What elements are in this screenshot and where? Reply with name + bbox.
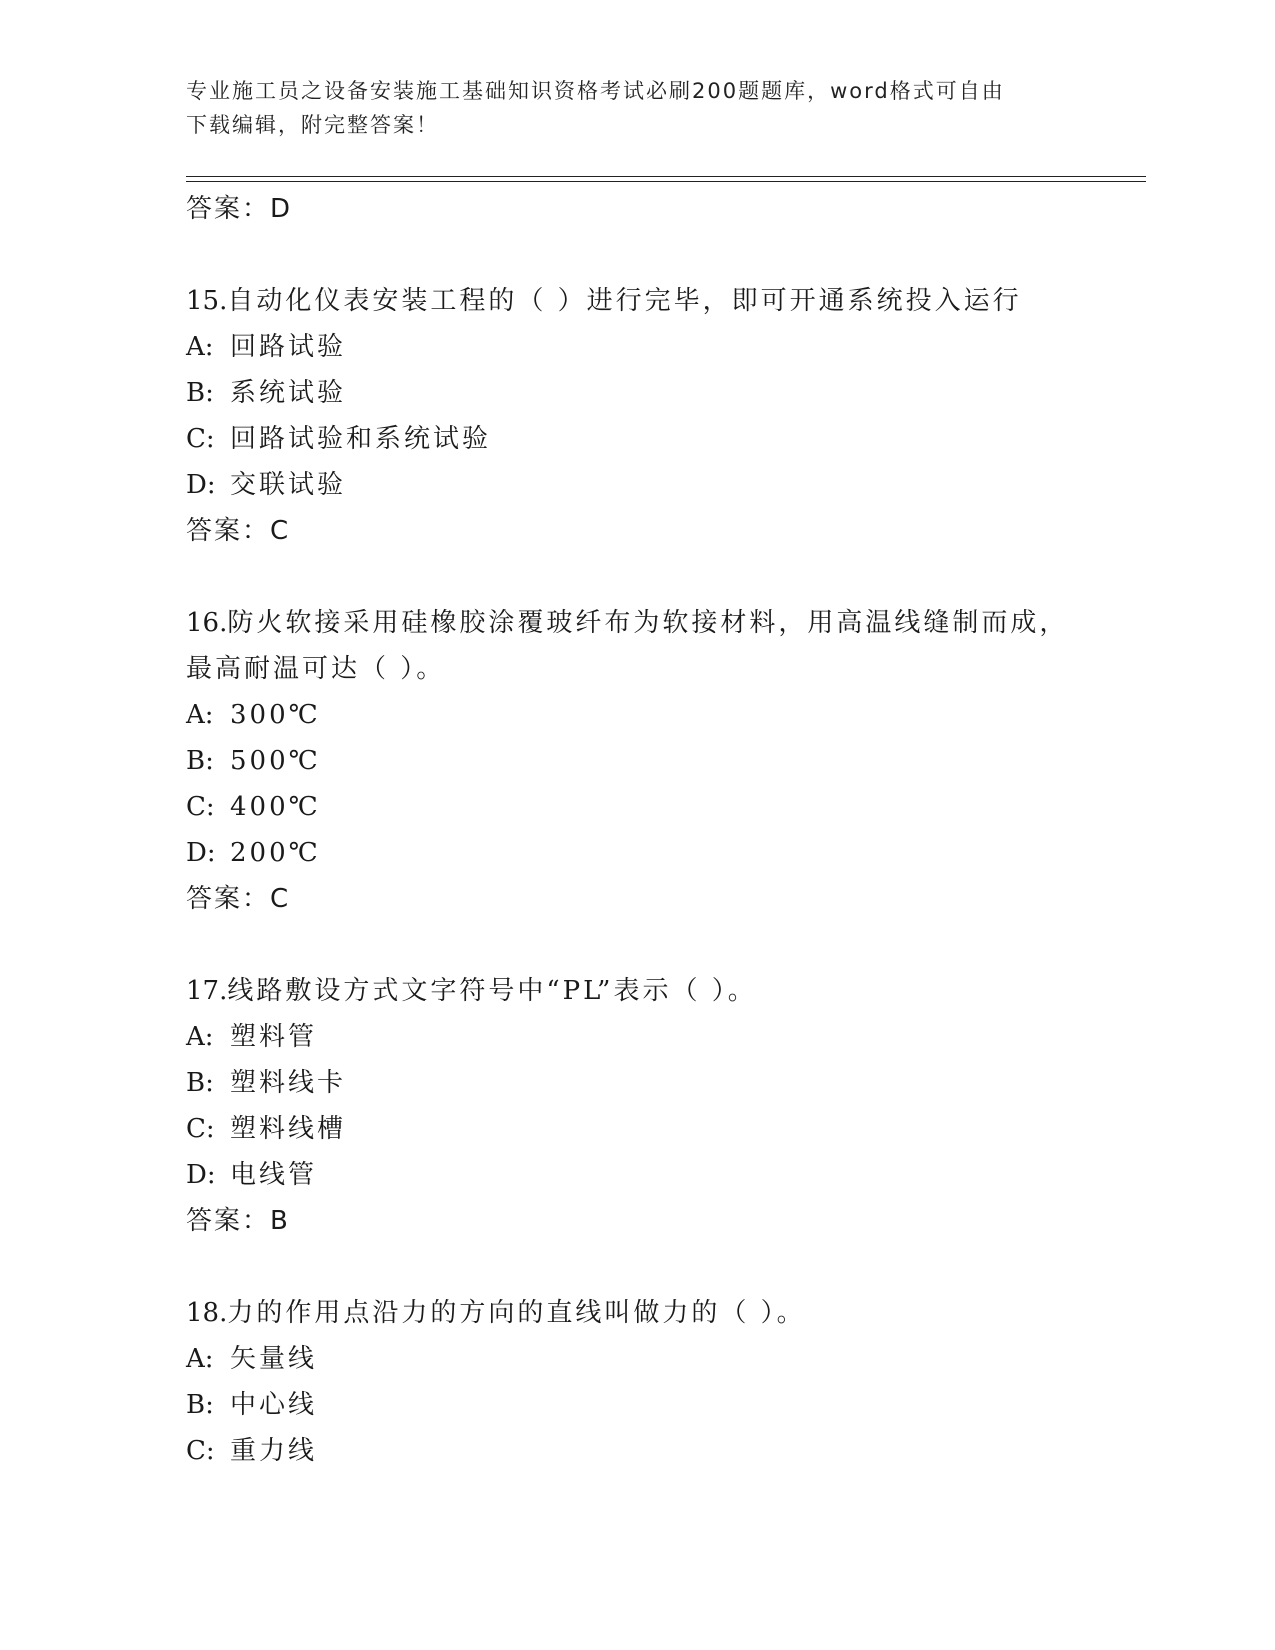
question-number: 17. [186, 976, 228, 1006]
document-header [186, 74, 1066, 142]
option-label: C: [186, 424, 215, 454]
question-text-continued: 最高耐温可达（ ）。 [186, 654, 446, 684]
question-text [186, 600, 1086, 646]
option-b [186, 370, 1086, 416]
option-text: 回路试验 [230, 332, 347, 362]
option-text: 塑料线槽 [230, 1114, 347, 1144]
option-c [186, 416, 1086, 462]
option-text: 系统试验 [230, 378, 347, 408]
option-b [186, 738, 1086, 784]
option-text: 400℃ [230, 792, 321, 822]
option-text: 塑料线卡 [230, 1068, 347, 1098]
question-number: 18. [186, 1298, 228, 1328]
option-label: B: [186, 746, 214, 776]
option-label: A: [186, 332, 214, 362]
option-c [186, 1428, 1086, 1474]
option-c [186, 784, 1086, 830]
option-text: 500℃ [230, 746, 321, 776]
header-divider-top [186, 176, 1146, 177]
question-stem: 自动化仪表安装工程的（ ）进行完毕，即可开通系统投入运行 [227, 286, 1022, 316]
answer-line: 答案：B [186, 1206, 290, 1236]
option-d [186, 1152, 1086, 1198]
header-line-1: 专业施工员之设备安装施工基础知识资格考试必刷200题题库，word格式可自由 [186, 79, 1005, 103]
spacer [186, 554, 1086, 600]
question-block [186, 1290, 1086, 1474]
answer-line: 答案：C [186, 516, 291, 546]
option-a [186, 1336, 1086, 1382]
option-label: B: [186, 1068, 214, 1098]
option-d [186, 462, 1086, 508]
question-list [186, 186, 1086, 1474]
option-label: D: [186, 470, 216, 500]
option-text: 交联试验 [230, 470, 347, 500]
question-block [186, 600, 1086, 922]
spacer [186, 1244, 1086, 1290]
option-text: 塑料管 [230, 1022, 318, 1052]
spacer [186, 232, 1086, 278]
question-block [186, 278, 1086, 554]
option-label: B: [186, 378, 214, 408]
header-divider-bottom [186, 181, 1146, 182]
option-label: D: [186, 1160, 216, 1190]
option-text: 300℃ [230, 700, 321, 730]
option-text: 矢量线 [230, 1344, 318, 1374]
header-line-2: 下载编辑，附完整答案！ [186, 113, 439, 137]
option-b [186, 1382, 1086, 1428]
question-number: 16. [186, 608, 228, 638]
option-d [186, 830, 1086, 876]
option-a [186, 324, 1086, 370]
question-stem: 线路敷设方式文字符号中“PL”表示（ ）。 [227, 976, 757, 1006]
option-b [186, 1060, 1086, 1106]
option-label: A: [186, 1022, 214, 1052]
option-label: C: [186, 1436, 215, 1466]
option-label: D: [186, 838, 216, 868]
question-text [186, 1290, 1086, 1336]
option-a [186, 1014, 1086, 1060]
question-number: 15. [186, 286, 228, 316]
option-label: B: [186, 1390, 214, 1420]
option-label: A: [186, 700, 214, 730]
question-stem: 力的作用点沿力的方向的直线叫做力的（ ）。 [227, 1298, 806, 1328]
option-label: C: [186, 792, 215, 822]
option-text: 200℃ [230, 838, 321, 868]
option-text: 中心线 [230, 1390, 318, 1420]
option-a [186, 692, 1086, 738]
question-stem: 防火软接采用硅橡胶涂覆玻纤布为软接材料，用高温线缝制而成， [227, 608, 1069, 638]
option-label: A: [186, 1344, 214, 1374]
spacer [186, 922, 1086, 968]
option-text: 电线管 [230, 1160, 318, 1190]
question-text [186, 968, 1086, 1014]
previous-answer: 答案：D [186, 194, 293, 224]
option-c [186, 1106, 1086, 1152]
option-text: 回路试验和系统试验 [230, 424, 492, 454]
option-label: C: [186, 1114, 215, 1144]
option-text: 重力线 [230, 1436, 318, 1466]
answer-line: 答案：C [186, 884, 291, 914]
question-text [186, 278, 1086, 324]
question-block [186, 968, 1086, 1244]
